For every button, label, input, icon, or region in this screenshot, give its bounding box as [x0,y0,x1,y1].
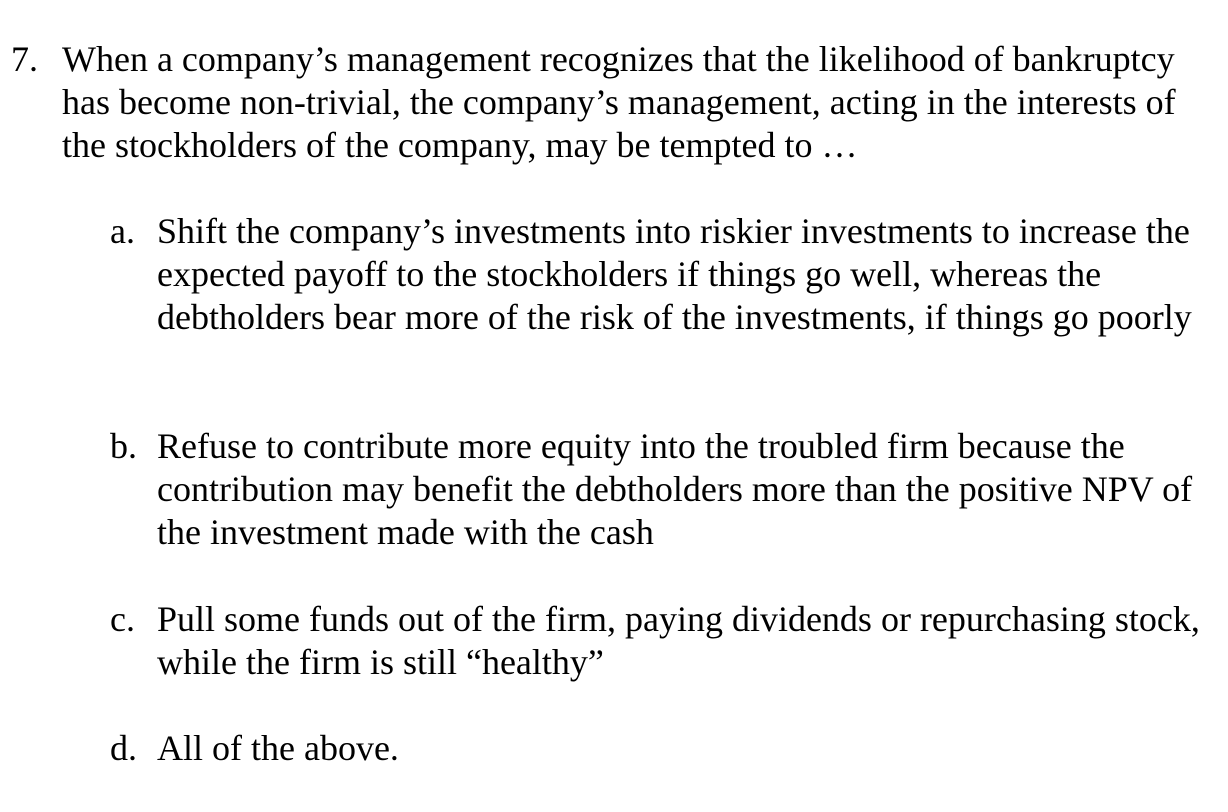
option-d [110,727,1210,770]
question-number: 7. [11,39,38,79]
option-letter: c. [110,599,135,639]
question-7 [11,38,1211,167]
option-text: Pull some funds out of the firm, paying dividends or repurchasing stock, while the firm is still “healthy” [157,599,1200,682]
option-text: Shift the company’s investments into riskier investments to increase the expected payoff to the stockholders if things go well, whereas the debtholders bear more of the risk of the investments, if things go poorly [157,211,1192,337]
option-b [110,425,1210,554]
option-text: Refuse to contribute more equity into the troubled firm because the contribution may benefit the debtholders more than the positive NPV of the investment made with the cash [157,426,1193,552]
question-text: When a company’s management recognizes that the likelihood of bankruptcy has become non-trivial, the company’s management, acting in the interests of the stockholders of the company, may be tempted to … [62,39,1176,165]
option-letter: a. [110,211,135,251]
option-letter: d. [110,728,137,768]
option-a [110,210,1210,339]
option-text: All of the above. [157,728,399,768]
option-c [110,598,1210,684]
option-letter: b. [110,426,137,466]
